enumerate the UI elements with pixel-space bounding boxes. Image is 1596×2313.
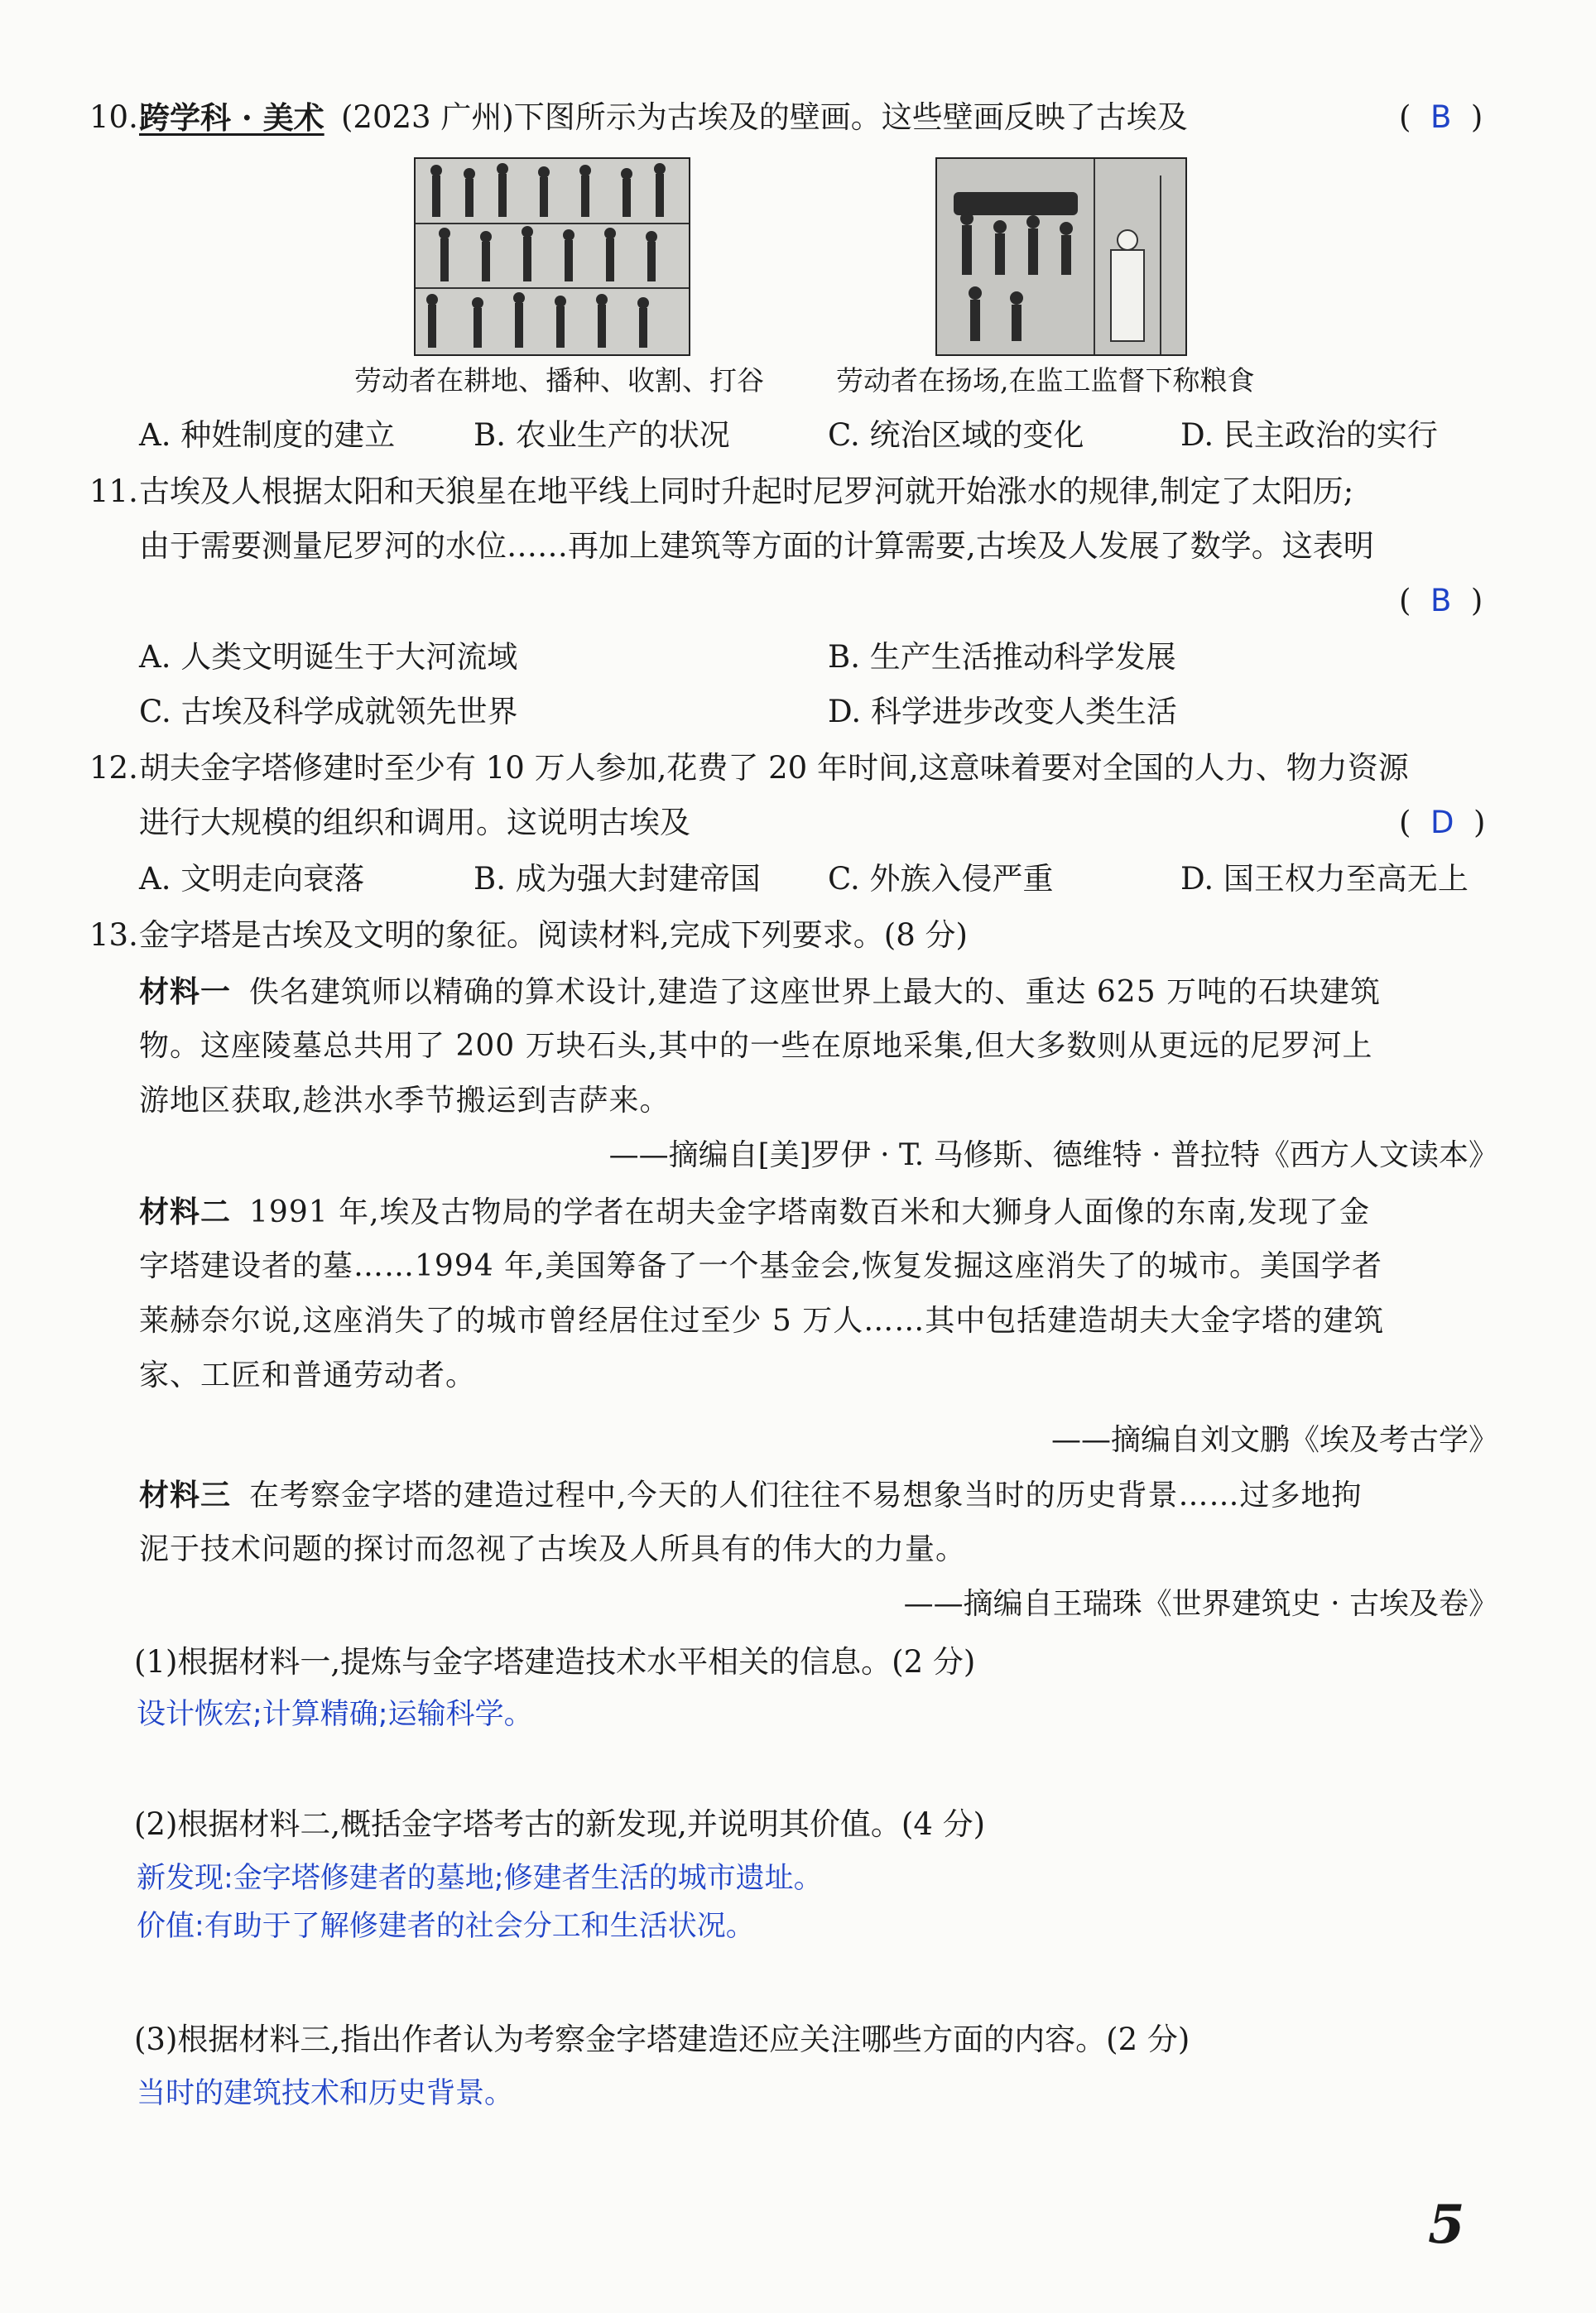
q12-option-d: D. 国王权力至高无上 [1180,861,1469,897]
q12-number: 12. [89,750,138,786]
q12-answer-paren: ( D ) [1399,805,1486,840]
q12-option-c: C. 外族入侵严重 [828,861,1054,897]
material1-line2: 物。这座陵墓总共用了 200 万块石头,其中的一些在原地采集,但大多数则从更远的尼罗河上 [139,1029,1373,1063]
q13-number: 13. [89,917,138,953]
q12-option-a: A. 文明走向衰落 [139,861,365,897]
mural-left-caption: 劳动者在耕地、播种、收割、打谷 [354,364,764,397]
q12-stem-line1: 胡夫金字塔修建时至少有 10 万人参加,花费了 20 年时间,这意味着要对全国的人力、物力资源 [139,750,1409,786]
q11-answer: B [1430,583,1452,618]
q10-stem: (2023 广州)下图所示为古埃及的壁画。这些壁画反映了古埃及 [341,99,1188,135]
q10-option-c: C. 统治区域的变化 [828,417,1084,453]
q10-option-a: A. 种姓制度的建立 [139,417,396,453]
q10-tag: 跨学科 · 美术 [139,99,324,136]
material2-line3: 莱赫奈尔说,这座消失了的城市曾经居住过至少 5 万人……其中包括建造胡夫大金字塔的建筑 [139,1304,1385,1338]
material2-label: 材料二 [139,1195,232,1229]
mural-right-image [935,157,1187,356]
q13-part2-answer-line1: 新发现:金字塔修建者的墓地;修建者生活的城市遗址。 [137,1862,823,1895]
material2-text1: 1991 年,埃及古物局的学者在胡夫金字塔南数百米和大狮身人面像的东南,发现了金 [249,1195,1370,1229]
q11-stem-line1: 古埃及人根据太阳和天狼星在地平线上同时升起时尼罗河就开始涨水的规律,制定了太阳历; [139,474,1354,509]
material2-source: ——摘编自刘文鹏《埃及考古学》 [1050,1423,1498,1457]
q13-part3-answer: 当时的建筑技术和历史背景。 [137,2077,514,2110]
material3-line2: 泥于技术问题的探讨而忽视了古埃及人所具有的伟大的力量。 [139,1532,967,1566]
q11-stem-line2: 由于需要测量尼罗河的水位……再加上建筑等方面的计算需要,古埃及人发展了数学。这表明 [139,528,1374,564]
material1-label: 材料一 [139,974,232,1009]
material3-source: ——摘编自王瑞珠《世界建筑史 · 古埃及卷》 [903,1587,1498,1621]
q10-number: 10. [89,99,138,135]
q10-option-d: D. 民主政治的实行 [1180,417,1438,453]
q11-option-a: A. 人类文明诞生于大河流域 [139,639,518,675]
q13-part2-prompt: (2)根据材料二,概括金字塔考古的新发现,并说明其价值。(4 分) [134,1806,986,1842]
q12-option-b: B. 成为强大封建帝国 [474,861,761,897]
material3-line1 [139,1475,1362,1516]
q13-stem: 金字塔是古埃及文明的象征。阅读材料,完成下列要求。(8 分) [139,917,968,953]
q10-answer-paren: ( B ) [1399,99,1483,135]
q13-part2-answer-line2: 价值:有助于了解修建者的社会分工和生活状况。 [137,1910,755,1943]
q10-option-b: B. 农业生产的状况 [474,417,730,453]
page-number: 5 [1428,2194,1465,2256]
q12-stem-line2: 进行大规模的组织和调用。这说明古埃及 [139,805,690,840]
material1-line3: 游地区获取,趁洪水季节搬运到吉萨来。 [139,1084,671,1118]
material2-line2: 字塔建设者的墓……1994 年,美国筹备了一个基金会,恢复发掘这座消失了的城市。美国学者 [139,1249,1382,1283]
q11-option-b: B. 生产生活推动科学发展 [828,639,1176,675]
material1-line1 [139,972,1381,1012]
mural-left-image [414,157,690,356]
q13-part3-prompt: (3)根据材料三,指出作者认为考察金字塔建造还应关注哪些方面的内容。(2 分) [134,2022,1190,2057]
q12-answer: D [1430,805,1454,840]
q11-number: 11. [89,474,138,509]
material2-line1 [139,1192,1370,1233]
q10-answer: B [1430,99,1452,135]
material3-label: 材料三 [139,1478,232,1512]
q11-option-c: C. 古埃及科学成就领先世界 [139,694,518,729]
q11-option-d: D. 科学进步改变人类生活 [828,694,1177,729]
q13-part1-answer: 设计恢宏;计算精确;运输科学。 [137,1698,533,1731]
mural-right-caption: 劳动者在扬场,在监工监督下称粮食 [836,364,1255,397]
material2-line4: 家、工匠和普通劳动者。 [139,1358,477,1392]
material1-text1: 佚名建筑师以精确的算术设计,建造了这座世界上最大的、重达 625 万吨的石块建筑 [249,975,1382,1009]
material1-source: ——摘编自[美]罗伊 · T. 马修斯、德维特 · 普拉特《西方人文读本》 [608,1138,1498,1172]
q11-answer-paren: ( B ) [1399,583,1483,618]
q13-part1-prompt: (1)根据材料一,提炼与金字塔建造技术水平相关的信息。(2 分) [134,1644,976,1680]
material3-text1: 在考察金字塔的建造过程中,今天的人们往往不易想象当时的历史背景……过多地拘 [249,1479,1363,1512]
